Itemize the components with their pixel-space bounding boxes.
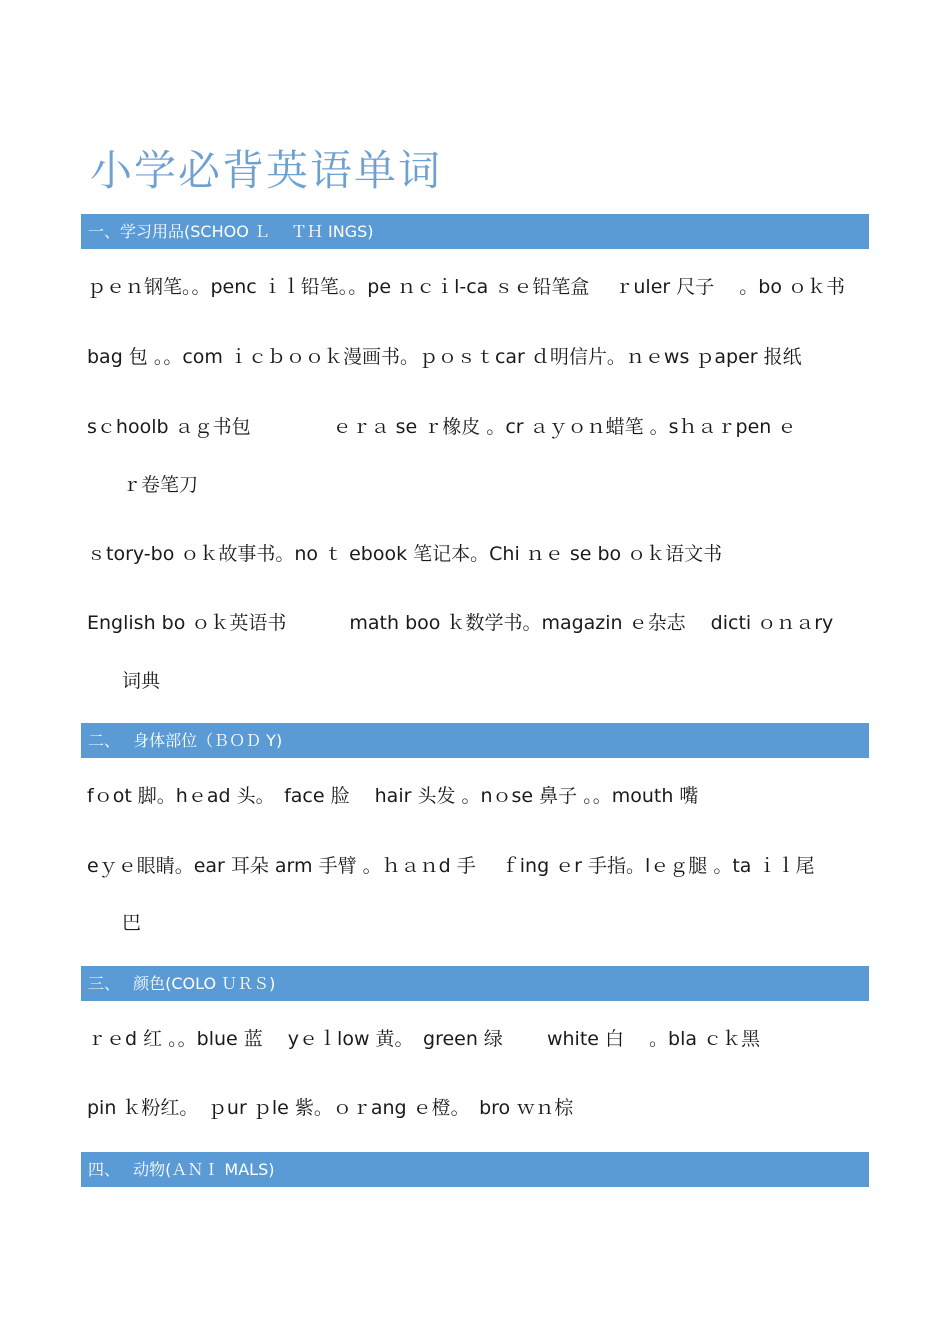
word-line: ｒｅd 红 。。blue 蓝 yｅｌlow 黄。 green 绿 white 白 。bla ｃｋ黑 — [87, 1028, 761, 1050]
word-line: ｐｅｎ钢笔。。penc ｉｌ铅笔。。pe ｎｃｉl-ca ｓｅ铅笔盒 ｒuler 尺子 。bo ｏｋ书 — [87, 276, 845, 298]
section-header-school-things: 一、学习用品(SCHOO Ｌ ＴＨ INGS) — [81, 214, 869, 249]
word-line: ｓtory-bo ｏｋ故事书。no ｔ ebook 笔记本。Chi ｎｅ se bo ｏｋ语文书 — [87, 543, 723, 565]
word-line: English bo ｏｋ英语书 math boo ｋ数学书。magazin ｅ杂志 dicti ｏｎａry — [87, 612, 834, 634]
section-header-body: 二、 身体部位（ＢＯＤ Y) — [81, 723, 869, 758]
word-line: sｃhoolb ａｇ书包 ｅｒａ se ｒ橡皮 。cr ａｙｏｎ蜡笔 。sｈａｒpen ｅ — [87, 416, 797, 438]
section-header-animals: 四、 动物(ＡＮＩ MALS) — [81, 1152, 869, 1187]
section-header-colours: 三、 颜色(COLO ＵＲＳ) — [81, 966, 869, 1001]
word-line: fｏot 脚。hｅad 头。 face 脸 hair 头发 。nｏse 鼻子 。。mouth 嘴 — [87, 785, 699, 807]
page-title: 小学必背英语单词 — [90, 146, 443, 195]
word-line: ｒ卷笔刀 — [122, 474, 199, 496]
word-line: pin ｋ粉红。 ｐur ｐle 紫。ｏｒang ｅ橙。 bro ｗｎ棕 — [87, 1097, 574, 1119]
word-line: bag 包 。。com ｉｃｂｏｏｋ漫画书。ｐｏｓｔcar ｄ明信片。ｎｅws ｐaper 报纸 — [87, 346, 802, 368]
word-line: 巴 — [122, 912, 142, 934]
word-line: 词典 — [122, 670, 161, 692]
word-line: eｙｅ眼睛。ear 耳朵 arm 手臂 。ｈａｎd 手 ｆing ｅr 手指。lｅｇ腿 。ta ｉｌ尾 — [87, 855, 815, 877]
